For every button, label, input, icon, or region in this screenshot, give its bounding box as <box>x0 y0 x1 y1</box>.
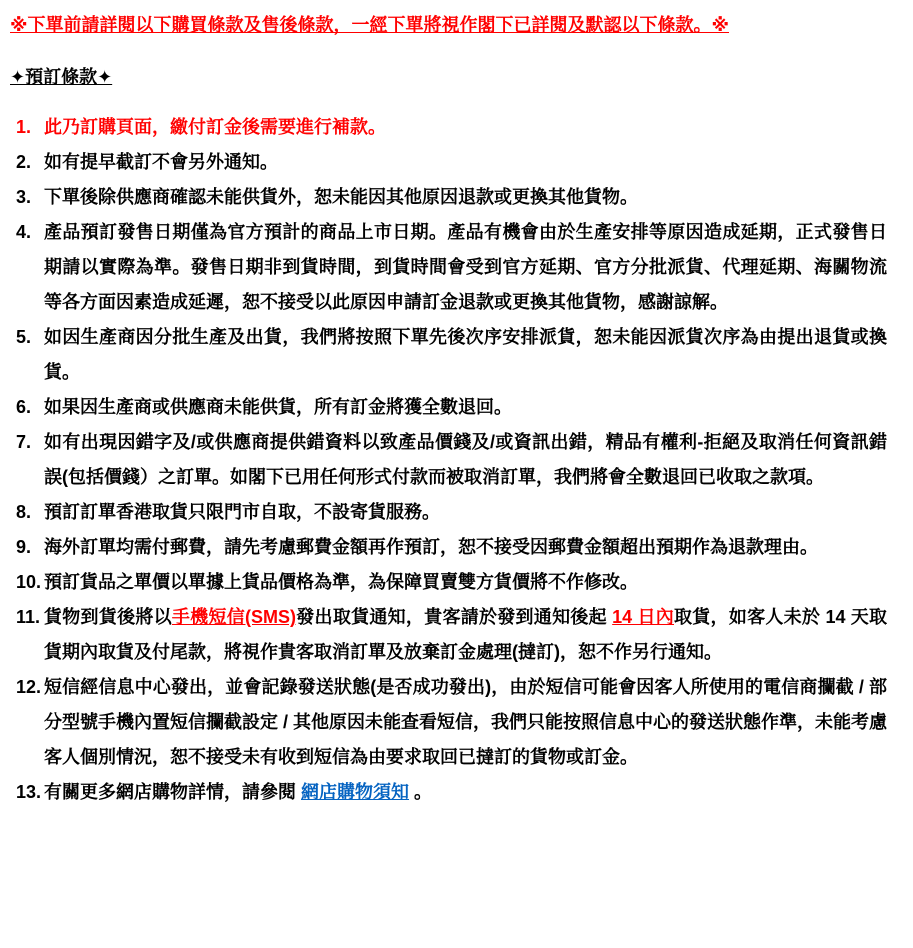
purchase-notice-title: ※下單前請詳閱以下購買條款及售後條款，一經下單將視作閣下已詳閱及默認以下條款。※ <box>10 15 729 35</box>
term-segment: 如有提早截訂不會另外通知。 <box>44 152 278 172</box>
term-segment: 發出取貨通知，貴客請於發到通知後起 <box>296 607 613 627</box>
term-text <box>44 187 638 207</box>
term-text <box>44 222 887 312</box>
term-segment: 海外訂單均需付郵費，請先考慮郵費金額再作預訂，恕不接受因郵費金額超出預期作為退款理由。 <box>44 537 818 557</box>
term-text <box>44 327 887 382</box>
term-number: 2. <box>16 152 32 172</box>
term-segment: 短信經信息中心發出，並會記錄發送狀態(是否成功發出)，由於短信可能會因客人所使用的電信商攔截 / 部分型號手機內置短信攔截設定 / 其他原因未能查看短信，我們只能按照信息中心的發送狀態作準，未能考慮客人個別情況，恕不接受未有收到短信為由要求取回已撻訂的貨物或訂金。 <box>44 677 887 767</box>
term-item <box>10 530 887 565</box>
term-item <box>10 565 887 600</box>
term-number: 9. <box>16 537 32 557</box>
term-segment: 如因生產商因分批生產及出貨，我們將按照下單先後次序安排派貨，恕未能因派貨次序為由提出退貨或換貨。 <box>44 327 887 382</box>
deposit-notice-text: 此乃訂購頁面，繳付訂金後需要進行補款。 <box>44 117 386 137</box>
term-item <box>10 670 887 775</box>
term-text <box>44 677 887 767</box>
term-item <box>10 180 887 215</box>
term-number: 13. <box>16 782 42 802</box>
term-text <box>44 607 887 662</box>
term-segment: 預訂訂單香港取貨只限門市自取，不設寄貨服務。 <box>44 502 440 522</box>
term-text <box>44 782 432 802</box>
term-segment: 。 <box>409 782 433 802</box>
term-text <box>44 397 512 417</box>
term-number: 4. <box>16 222 32 242</box>
preorder-terms-heading: ✦預訂條款✦ <box>10 67 113 87</box>
term-text <box>44 537 818 557</box>
term-segment: 取貨，如客人未於 14 天取貨期內取貨及付尾款，將視作貴客取消訂單及放棄訂金處理(撻訂)，恕不作另行通知。 <box>44 607 888 662</box>
shop-guide-link[interactable]: 網店購物須知 <box>301 782 409 802</box>
term-segment: 產品預訂發售日期僅為官方預計的商品上市日期。產品有機會由於生產安排等原因造成延期，正式發售日期請以實際為準。發售日期非到貨時間，到貨時間會受到官方延期、官方分批派貨、代理延期、海關物流等各方面因素造成延遲，恕不接受以此原因申請訂金退款或更換其他貨物，感謝諒解。 <box>44 222 887 312</box>
term-item <box>10 145 887 180</box>
term-text <box>44 502 440 522</box>
term-number: 6. <box>16 397 32 417</box>
term-item <box>10 215 887 320</box>
term-item <box>10 425 887 495</box>
term-segment: 下單後除供應商確認未能供貨外，恕未能因其他原因退款或更換其他貨物。 <box>44 187 638 207</box>
term-text <box>44 432 887 487</box>
term-item <box>10 320 887 390</box>
term-item <box>10 495 887 530</box>
term-item <box>10 600 887 670</box>
terms-list <box>10 110 887 810</box>
term-item <box>10 110 887 145</box>
term-item <box>10 390 887 425</box>
term-number: 5. <box>16 327 32 347</box>
term-segment: 預訂貨品之單價以單據上貨品價格為準，為保障買賣雙方貨價將不作修改。 <box>44 572 638 592</box>
term-item <box>10 775 887 810</box>
pickup-deadline-highlight: 14 日內 <box>612 607 674 627</box>
term-number: 11. <box>16 607 41 627</box>
sms-notice-highlight: 手機短信(SMS) <box>171 607 296 627</box>
term-segment: 有關更多網店購物詳情，請參閱 <box>44 782 301 802</box>
term-text <box>44 117 386 137</box>
term-number: 7. <box>16 432 32 452</box>
term-segment: 貨物到貨後將以 <box>44 607 172 627</box>
term-text <box>44 152 278 172</box>
term-number: 12. <box>16 677 42 697</box>
term-number: 3. <box>16 187 32 207</box>
term-number: 10. <box>16 572 42 592</box>
term-number: 8. <box>16 502 32 522</box>
term-text <box>44 572 638 592</box>
term-number: 1. <box>16 117 32 137</box>
term-segment: 如果因生產商或供應商未能供貨，所有訂金將獲全數退回。 <box>44 397 512 417</box>
term-segment: 如有出現因錯字及/或供應商提供錯資料以致產品價錢及/或資訊出錯，精品有權利-拒絕及取消任何資訊錯誤(包括價錢）之訂單。如閣下已用任何形式付款而被取消訂單，我們將會全數退回已收取之款項。 <box>44 432 887 487</box>
